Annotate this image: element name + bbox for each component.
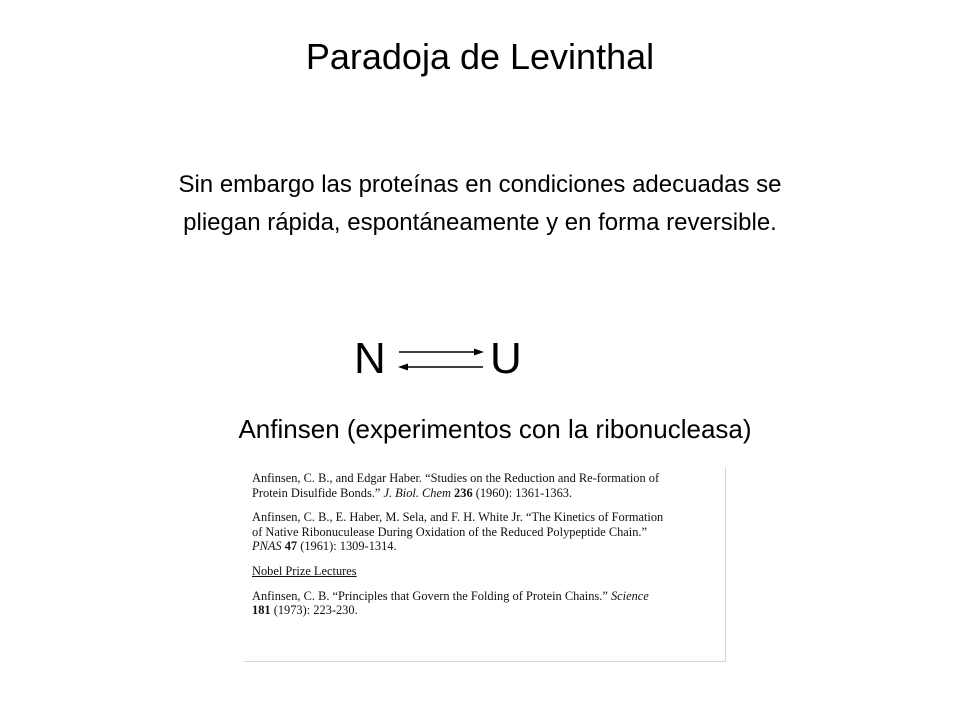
journal-volume: 181 xyxy=(252,603,271,618)
reference-text: Protein Disulfide Bonds.” xyxy=(252,485,384,500)
reference-line xyxy=(252,603,725,618)
reference-text: (1960): 1361-1363. xyxy=(472,485,573,500)
reference-3 xyxy=(252,589,725,618)
reference-line xyxy=(252,486,725,501)
body-line-2: pliegan rápida, espontáneamente y en forma reversible. xyxy=(183,209,777,236)
journal-name: J. Biol. Chem xyxy=(383,485,451,500)
reference-line xyxy=(252,539,725,554)
slide-body-text xyxy=(70,166,890,242)
body-line-1: Sin embargo las proteínas en condiciones adecuadas se xyxy=(178,171,782,198)
reference-line xyxy=(252,589,725,604)
journal-volume: 47 xyxy=(284,539,298,554)
reference-text: (1973): 223-230. xyxy=(270,603,358,618)
journal-volume: 236 xyxy=(454,485,473,500)
nobel-lectures-heading: Nobel Prize Lectures xyxy=(252,563,357,578)
reference-text: Anfinsen, C. B. “Principles that Govern the Folding of Protein Chains.” xyxy=(252,588,611,603)
journal-name: Science xyxy=(610,588,649,603)
journal-name: PNAS xyxy=(252,539,282,554)
unfolded-state-label: U xyxy=(490,334,522,383)
reference-line: Anfinsen, C. B., E. Haber, M. Sela, and F. H. White Jr. “The Kinetics of Formation xyxy=(252,510,664,525)
reference-text: (1961): 1309-1314. xyxy=(297,539,397,554)
anfinsen-caption: Anfinsen (experimentos con la ribonucleasa) xyxy=(238,414,752,444)
native-state-label: N xyxy=(354,334,386,383)
slide-title: Paradoja de Levinthal xyxy=(305,36,655,77)
equilibrium-arrows-icon xyxy=(396,342,486,378)
reference-line: Anfinsen, C. B., and Edgar Haber. “Studies on the Reduction and Re-formation of xyxy=(252,471,660,485)
reference-1 xyxy=(252,471,725,500)
reference-2 xyxy=(252,510,725,554)
reference-line: of Native Ribonuculease During Oxidation of the Reduced Polypeptide Chain.” xyxy=(252,524,648,539)
references-image xyxy=(244,467,726,662)
